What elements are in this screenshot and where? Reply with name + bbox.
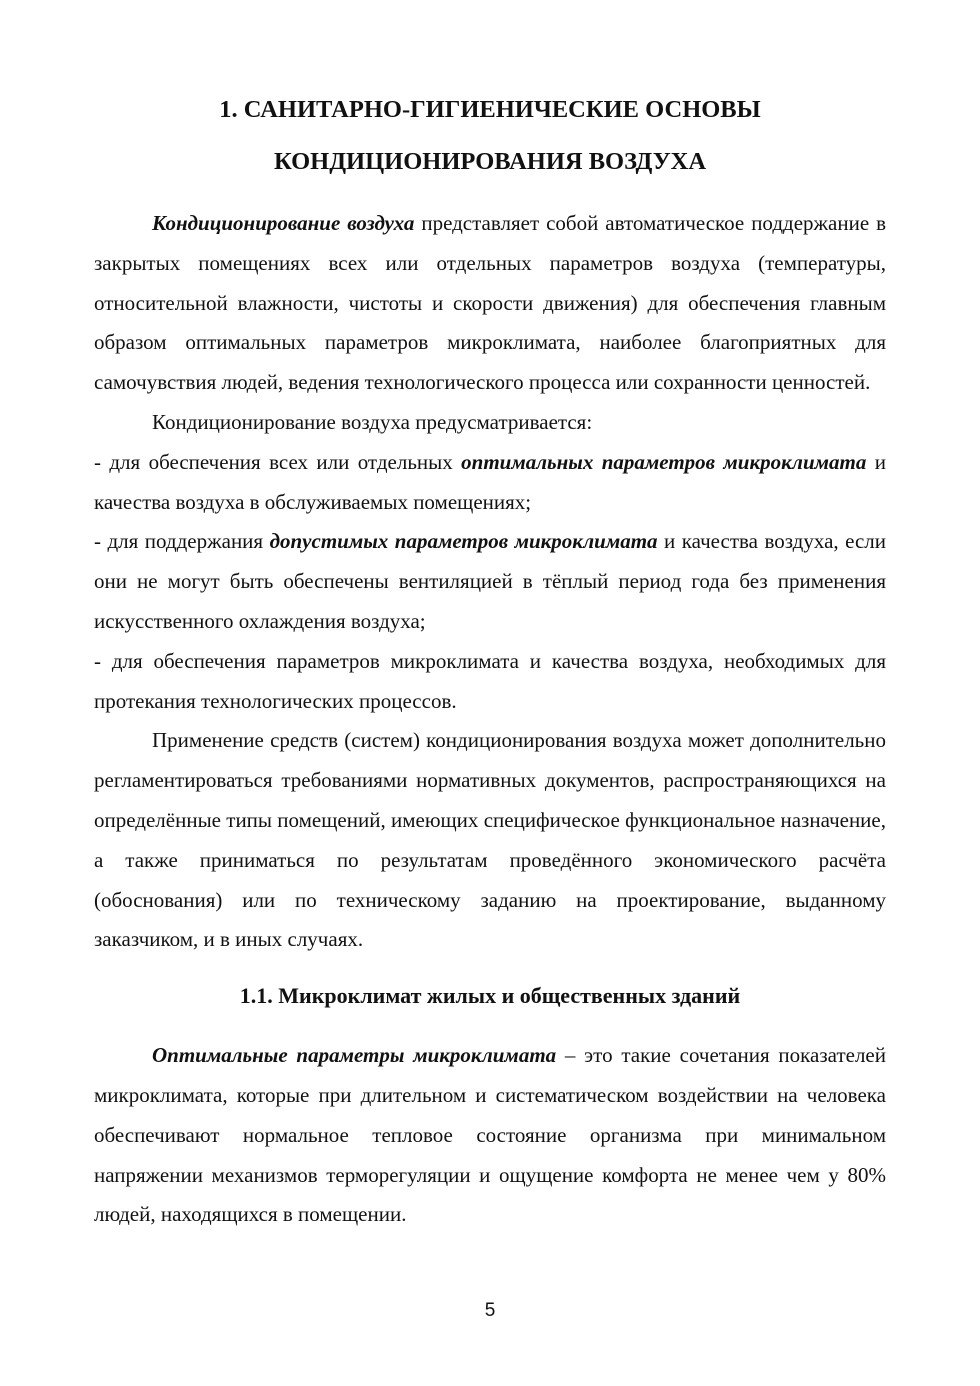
provision-item-2-term: допустимых параметров микроклимата [269,529,658,554]
chapter-body [94,204,886,1235]
chapter-title [94,84,886,188]
provision-item-2 [94,522,886,641]
provision-item-2-prefix: - для поддержания [94,529,270,554]
optimal-paragraph [94,1036,886,1235]
optimal-text: – это такие сочетания показателей микроклимата, которые при длительном и систематическом воздействии на человека обеспечивают нормальное тепловое состояние организма при минимальном напряжении механизмов терморегуляции и ощущение комфорта не менее чем у 80% людей, находящихся в помещении. [94,1043,886,1227]
page-number: 5 [484,1300,496,1321]
chapter-title-line-1: 1. САНИТАРНО-ГИГИЕНИЧЕСКИЕ ОСНОВЫ [219,96,761,123]
document-page [94,84,886,1235]
provision-item-1-suffix: и качества воздуха в обслуживаемых помещениях; [94,449,886,514]
application-paragraph: Применение средств (систем) кондиционирования воздуха может дополнительно регламентироваться требованиями нормативных документов, распространяющихся на определённые типы помещений, имеющих специфическое функциональное назначение, а также приниматься по результатам проведённого экономического расчёта (обоснования) или по техническому заданию на проектирование, выданному заказчиком, и в иных случаях. [94,728,886,952]
provision-item-1 [94,443,886,523]
provisions-lead: Кондиционирование воздуха предусматривается: [152,409,593,434]
intro-term: Кондиционирование воздуха [152,211,415,235]
provision-item-3: - для обеспечения параметров микроклимата и качества воздуха, необходимых для протекания технологических процессов. [94,648,886,713]
provision-item-1-prefix: - для обеспечения всех или отдельных [94,449,462,474]
provision-item-2-suffix: и качества воздуха, если они не могут быть обеспечены вентиляцией в тёплый период года без применения искусственного охлаждения воздуха; [94,529,887,633]
intro-paragraph [94,204,886,403]
provision-item-1-term: оптимальных параметров микроклимата [461,449,867,474]
intro-text: представляет собой автоматическое поддержание в закрытых помещениях всех или отдельных параметров воздуха (температуры, относительной влажности, чистоты и скорости движения) для обеспечения главным образом оптимальных параметров микроклимата, наиболее благоприятных для самочувствия людей, ведения технологического процесса или сохранности ценностей. [94,211,886,395]
chapter-title-line-2: КОНДИЦИОНИРОВАНИЯ ВОЗДУХА [273,148,707,175]
section-title: 1.1. Микроклимат жилых и общественных зданий [239,983,741,1009]
optimal-term: Оптимальные параметры микроклимата [152,1043,557,1068]
